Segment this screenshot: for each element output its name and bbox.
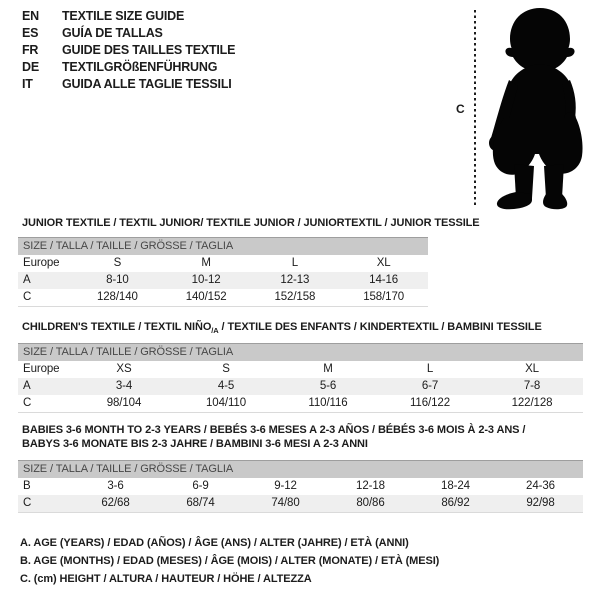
language-title-list (22, 8, 235, 93)
cell: 116/122 (409, 397, 451, 409)
row-label: C (23, 397, 32, 409)
babies-title-line1: BABIES 3-6 MONTH TO 2-3 YEARS / BEBÉS 3-6 MESES A 2-3 AÑOS / BÉBÉS 3-6 MOIS À 2-3 ANS / (22, 424, 526, 436)
babies-size-table (18, 460, 583, 513)
cell: 12-18 (356, 480, 385, 492)
table-row (18, 478, 583, 495)
cell: 92/98 (526, 497, 555, 509)
children-title-subscript: /A (211, 326, 219, 336)
language-row-es (22, 25, 235, 42)
cell: 6-9 (192, 480, 209, 492)
size-header-row: SIZE / TALLA / TAILLE / GRÖSSE / TAGLIA (18, 237, 428, 255)
language-row-de (22, 59, 235, 76)
cell: 110/116 (308, 397, 348, 409)
cell: S (222, 363, 230, 375)
language-title: GUÍA DE TALLAS (62, 26, 163, 40)
language-title: GUIDE DES TAILLES TEXTILE (62, 43, 236, 57)
cell: L (426, 363, 434, 375)
language-row-it (22, 76, 235, 93)
language-title: TEXTILGRÖßENFÜHRUNG (62, 60, 218, 74)
cell: 8-10 (106, 274, 129, 286)
cell: XL (525, 363, 539, 375)
children-title-prefix: CHILDREN'S TEXTILE / TEXTIL NIÑO (22, 321, 212, 333)
size-header-row: SIZE / TALLA / TAILLE / GRÖSSE / TAGLIA (18, 343, 583, 361)
cell: XL (376, 257, 391, 269)
children-title-suffix: / TEXTILE DES ENFANTS / KINDERTEXTIL / BAMBINI TESSILE (218, 321, 542, 333)
language-code: ES (22, 26, 39, 40)
cell: 128/140 (96, 291, 138, 303)
cell: 62/68 (101, 497, 130, 509)
cell: L (291, 257, 299, 269)
cell: 140/152 (185, 291, 227, 303)
cell: 68/74 (186, 497, 215, 509)
cell: 6-7 (421, 380, 439, 392)
cell: 104/110 (205, 397, 247, 409)
legend-footnotes (20, 534, 439, 588)
table-row (18, 495, 583, 512)
language-title: TEXTILE SIZE GUIDE (62, 9, 185, 23)
language-row-en (22, 8, 235, 25)
row-label: C (23, 497, 32, 509)
row-label: A (23, 380, 31, 392)
table-row (18, 272, 428, 289)
height-measure-line (474, 10, 476, 208)
cell: 5-6 (319, 380, 337, 392)
cell: 18-24 (441, 480, 470, 492)
cell: 122/128 (511, 397, 553, 409)
language-code: EN (22, 9, 39, 23)
language-title: GUIDA ALLE TAGLIE TESSILI (62, 77, 232, 91)
table-row (18, 361, 583, 378)
table-row (18, 289, 428, 306)
language-code: IT (22, 77, 33, 91)
cell: M (201, 257, 211, 269)
cell: S (113, 257, 122, 269)
footnote-b: B. AGE (MONTHS) / EDAD (MESES) / ÂGE (MOIS) / ALTER (MONATE) / ETÀ (MESI) (20, 555, 440, 567)
language-code: DE (22, 60, 39, 74)
cell: 3-4 (115, 380, 133, 392)
cell: 74/80 (271, 497, 300, 509)
children-section-title (22, 320, 542, 338)
baby-silhouette-icon (482, 6, 597, 211)
cell: 86/92 (441, 497, 470, 509)
footnote-c: C. (cm) HEIGHT / ALTURA / HAUTEUR / HÖHE / ALTEZZA (20, 573, 312, 585)
cell: 9-12 (274, 480, 297, 492)
table-row (18, 395, 583, 412)
language-row-fr (22, 42, 235, 59)
cell: 4-5 (217, 380, 235, 392)
footnote-a: A. AGE (YEARS) / EDAD (AÑOS) / ÂGE (ANS) / ALTER (JAHRE) / ETÀ (ANNI) (20, 537, 409, 549)
cell: M (323, 363, 333, 375)
children-size-table (18, 343, 583, 413)
size-header-row: SIZE / TALLA / TAILLE / GRÖSSE / TAGLIA (18, 460, 583, 478)
babies-title-line2: BABYS 3-6 MONATE BIS 2-3 JAHRE / BAMBINI 3-6 MESI A 2-3 ANNI (22, 438, 368, 450)
cell: 10-12 (191, 274, 221, 286)
height-measure-figure (450, 4, 598, 214)
cell: 98/104 (106, 397, 142, 409)
language-code: FR (22, 43, 39, 57)
height-measure-label: C (456, 102, 465, 116)
row-label: B (23, 480, 31, 492)
cell: 7-8 (523, 380, 541, 392)
row-label: Europe (23, 363, 60, 375)
cell: 3-6 (107, 480, 124, 492)
cell: 80/86 (356, 497, 385, 509)
cell: XS (116, 363, 132, 375)
row-label: Europe (23, 257, 60, 269)
row-label: C (23, 291, 32, 303)
cell: 24-36 (526, 480, 555, 492)
table-row (18, 378, 583, 395)
table-row (18, 255, 428, 272)
junior-size-table (18, 237, 428, 307)
babies-section-title (22, 423, 525, 451)
cell: 14-16 (369, 274, 399, 286)
row-label: A (23, 274, 31, 286)
junior-section-title: JUNIOR TEXTILE / TEXTIL JUNIOR/ TEXTILE JUNIOR / JUNIORTEXTIL / JUNIOR TESSILE (22, 217, 480, 229)
cell: 12-13 (280, 274, 310, 286)
cell: 152/158 (274, 291, 316, 303)
cell: 158/170 (363, 291, 405, 303)
